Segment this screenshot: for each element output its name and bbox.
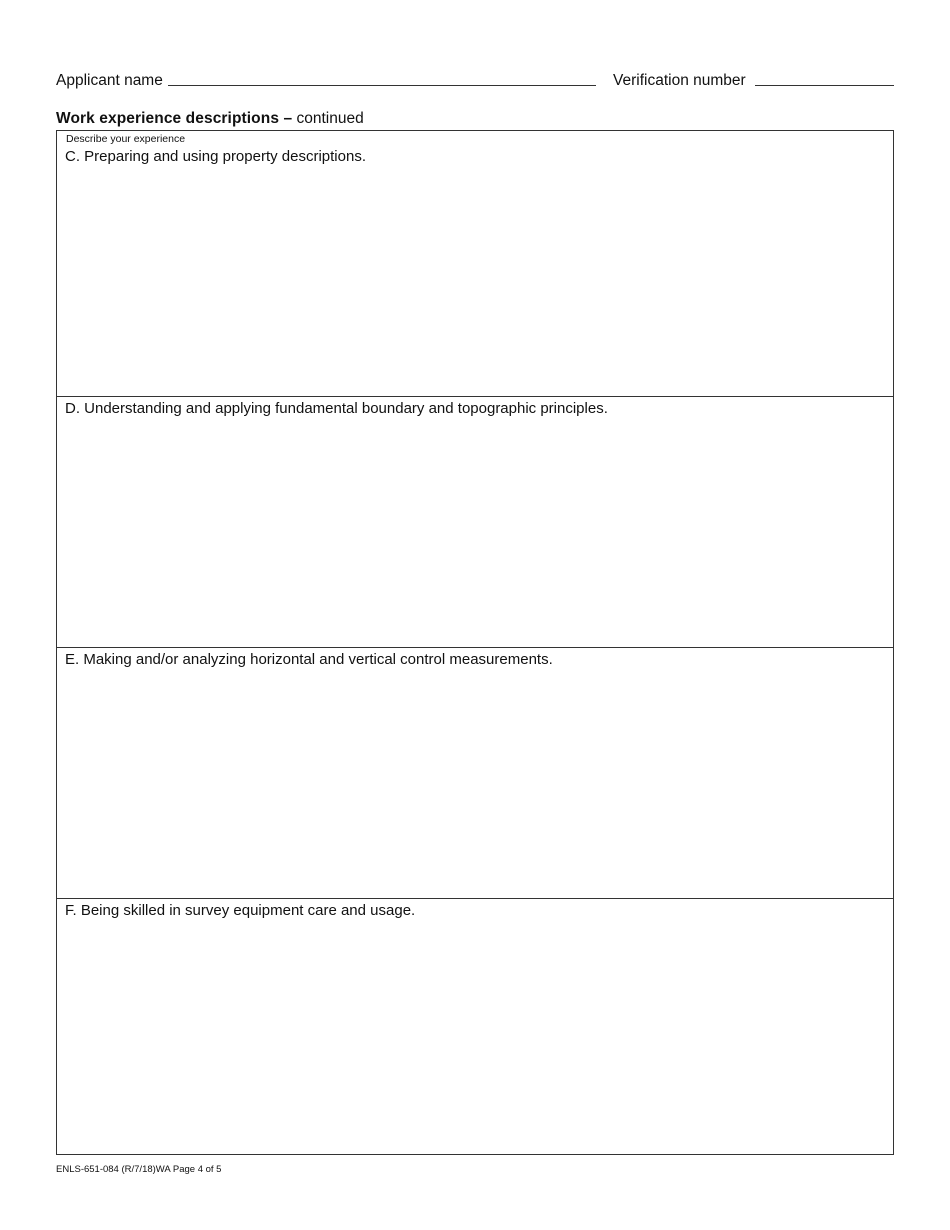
describe-experience-label: Describe your experience: [66, 133, 186, 145]
section-e: [57, 648, 893, 899]
section-f-question: F. Being skilled in survey equipment care and usage.: [65, 902, 416, 919]
section-d-answer[interactable]: [63, 423, 887, 641]
section-f-answer[interactable]: [63, 925, 887, 1148]
section-c-answer[interactable]: [63, 171, 887, 390]
section-d-question: D. Understanding and applying fundamental boundary and topographic principles.: [65, 400, 608, 417]
section-c: [57, 131, 893, 397]
verification-number-label: Verification number: [613, 72, 746, 89]
section-e-answer[interactable]: [63, 674, 887, 892]
section-c-question: C. Preparing and using property descriptions.: [65, 148, 366, 165]
applicant-name-input[interactable]: [168, 85, 596, 86]
applicant-name-label: Applicant name: [56, 72, 163, 89]
section-title: [56, 110, 364, 128]
section-d: [57, 397, 893, 648]
section-title-continued: continued: [296, 110, 364, 127]
verification-number-input[interactable]: [755, 85, 894, 86]
work-experience-form: [56, 130, 894, 1155]
form-footer-id: ENLS-651-084 (R/7/18)WA Page 4 of 5: [56, 1164, 222, 1175]
section-f: [57, 899, 893, 1154]
header-row: [56, 72, 894, 92]
section-title-bold: Work experience descriptions –: [56, 110, 293, 127]
section-e-question: E. Making and/or analyzing horizontal and vertical control measurements.: [65, 651, 553, 668]
